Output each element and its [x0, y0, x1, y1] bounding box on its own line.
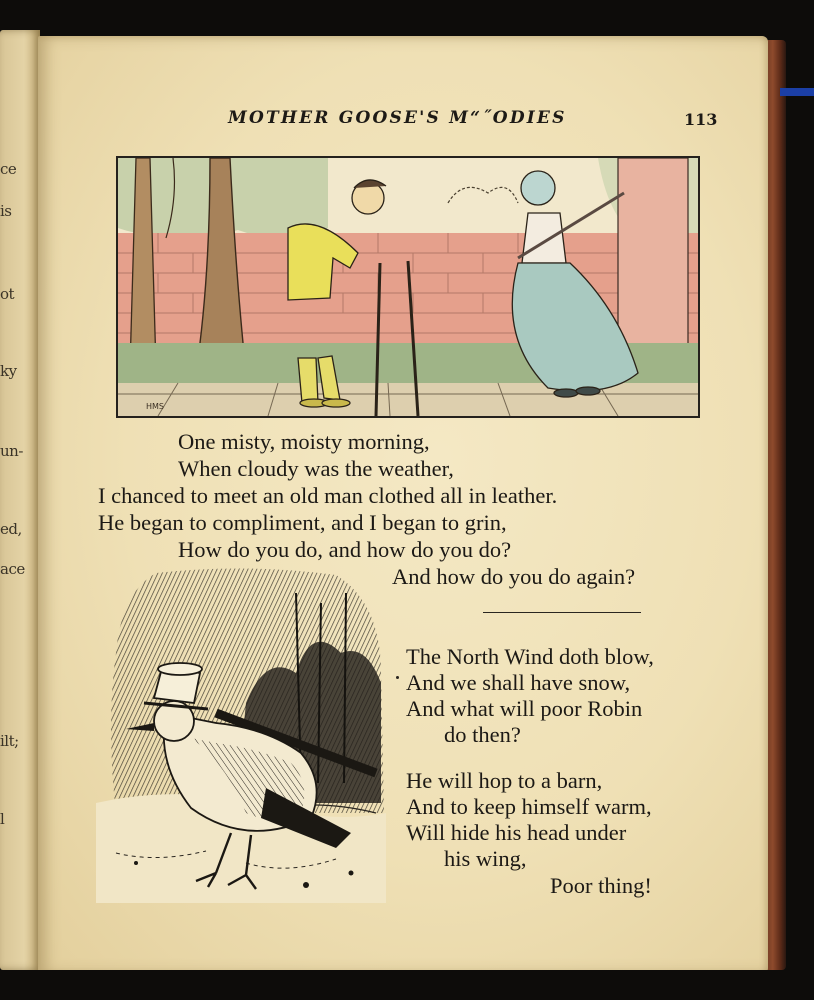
poem-two-line: his wing,	[444, 846, 527, 871]
previous-page-fragment: ot	[0, 285, 15, 303]
poem-two-line: Poor thing!	[550, 873, 652, 898]
previous-page-fragment: ky	[0, 362, 17, 380]
previous-page-edge	[0, 30, 40, 970]
page-number: 113	[684, 110, 718, 129]
background-shadow	[0, 970, 814, 1000]
book-page	[38, 36, 768, 974]
poem-one-line: I chanced to meet an old man clothed all in leather.	[98, 483, 558, 508]
running-title: MOTHER GOOSE'S M“˝ODIES	[228, 108, 567, 128]
poem-one-line: How do you do, and how do you do?	[178, 537, 512, 562]
illustrator-signature: HMS	[146, 402, 164, 411]
old-man-scene-drawing	[118, 158, 698, 416]
previous-page-fragment: l	[0, 810, 5, 828]
previous-page-fragment: ce	[0, 160, 17, 178]
poem-two-line: Will hide his head under	[406, 820, 627, 845]
previous-page-fragment: ed,	[0, 520, 22, 538]
previous-page-fragment: un-	[0, 442, 23, 460]
ribbon-marker	[780, 88, 814, 96]
illustration-robin-in-snow	[96, 563, 386, 903]
section-divider	[483, 612, 641, 613]
previous-page-fragment: ace	[0, 560, 25, 578]
poem-one-line: When cloudy was the weather,	[178, 456, 454, 481]
robin-engraving-drawing	[96, 563, 386, 903]
previous-page-fragment: ilt;	[0, 732, 19, 750]
previous-page-fragment: is	[0, 202, 12, 220]
print-speck	[396, 676, 399, 679]
poem-one-line: And how do you do again?	[392, 564, 636, 589]
poem-two-line: The North Wind doth blow,	[406, 644, 654, 669]
poem-two-line: He will hop to a barn,	[406, 768, 603, 793]
poem-one-line: One misty, moisty morning,	[178, 429, 430, 454]
poem-two-line: do then?	[444, 722, 521, 747]
poem-two-line: And what will poor Robin	[406, 696, 643, 721]
poem-one-line: He began to compliment, and I began to grin,	[98, 510, 507, 535]
poem-two-line: And to keep himself warm,	[406, 794, 652, 819]
illustration-old-man-meeting	[116, 156, 700, 418]
poem-two-line: And we shall have snow,	[406, 670, 631, 695]
